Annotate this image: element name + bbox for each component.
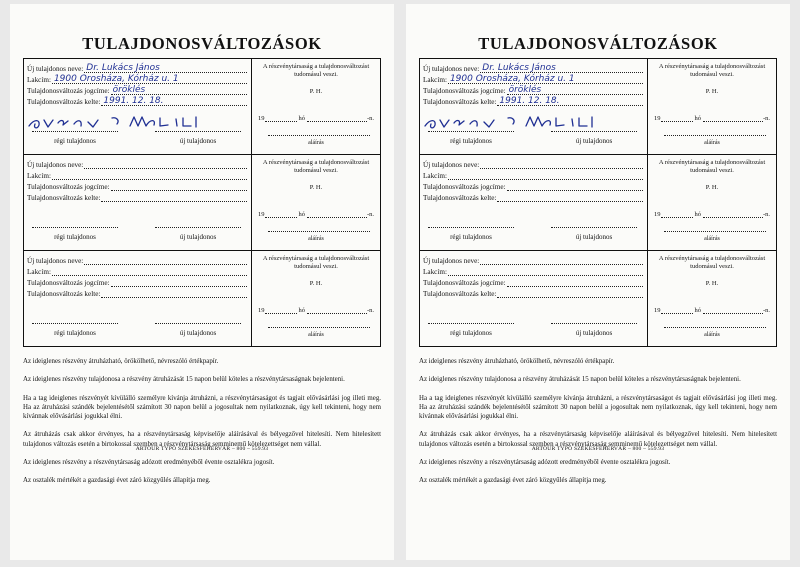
new-owner-label: új tulajdonos [179,233,217,241]
stamp-placeholder: P. H. [705,87,719,95]
company-acknowledgement-text: A részvénytársaság a tulajdonosváltozást tudomásul veszi. [262,63,370,79]
handwritten-date: 1991. 12. 18. [103,96,164,106]
date-of-change-row [423,95,647,106]
conditions-text [23,357,381,485]
month-word: hó [298,307,305,314]
owner-signature-lines [32,227,241,228]
day-suffix: -n. [762,307,770,314]
new-owner-label: új tulajdonos [575,233,613,241]
certificate-page-right [406,4,790,560]
year-prefix: 19 [258,211,265,218]
company-acknowledgement-text: A részvénytársaság a tulajdonosváltozást tudomásul veszi. [262,255,370,271]
residence-row [27,169,251,180]
previous-owner-signature-line[interactable] [428,323,514,324]
residence-row [423,169,647,180]
title-of-change-field[interactable] [111,87,247,95]
handwritten-residence: 1900 Orosháza, Kórház u. 1 [53,74,179,84]
new-owner-name-label: Új tulajdonos neve: [27,160,84,169]
title-of-change-label: Tulajdonosváltozás jogcíme: [27,278,110,287]
company-signature-line[interactable] [268,327,370,328]
day-suffix: -n. [762,211,770,218]
day-suffix: -n. [762,115,770,122]
date-of-change-row [423,191,647,202]
date-of-change-row [423,287,647,298]
ownership-change-table [419,58,777,347]
month-word: hó [298,115,305,122]
date-of-change-label: Tulajdonosváltozás kelte: [27,97,101,106]
residence-field[interactable] [448,76,643,84]
company-acknowledgement-text: A részvénytársaság a tulajdonosváltozást tudomásul veszi. [658,159,766,175]
company-approval-cell [648,59,776,154]
owner-signature-lines [32,131,241,132]
year-prefix: 19 [654,211,661,218]
title-of-change-field[interactable] [507,183,643,191]
company-signature-label: aláírás [308,332,324,338]
day-field[interactable] [703,212,763,218]
approval-date-row [258,307,374,314]
previous-owner-label: régi tulajdonos [54,329,96,337]
date-of-change-field[interactable] [101,290,247,298]
company-approval-cell [252,251,380,346]
ownership-change-block [24,251,380,346]
year-prefix: 19 [654,115,661,122]
condition-paragraph: Ha a tag ideiglenes részvényét kívülálló személyre kívánja átruházni, a részvénytársaságot és tagjait elővásárlási jog illeti meg. Ha az átruházási szándék bejelentésétől számított 30 napon belül a jogosultak nem nyilatkoznak, úgy kell tekinteni, hogy nem kívánnak elővásárlási jogukkal élni. [419,394,777,420]
condition-paragraph: Az átruházás csak akkor érvényes, ha a részvénytársaság képviselője aláírásával és bélyegzővel hitelesíti. Nem hitelesített tulajdonos változás esetén a birtokossal szemben a részvénytársaság semminemű kötelezettséget nem vállal. [419,431,777,448]
owner-signature-labels [32,329,241,337]
new-owner-signature-line[interactable] [551,323,637,324]
year-prefix: 19 [258,307,265,314]
owner-signature-labels [428,233,637,241]
certificate-page-left [10,4,394,560]
new-owner-name-label: Új tulajdonos neve: [423,160,480,169]
owner-signature-lines [32,323,241,324]
title-of-change-label: Tulajdonosváltozás jogcíme: [423,278,506,287]
residence-label: Lakcím: [27,75,51,84]
owner-signature-labels [32,233,241,241]
approval-date-row [654,115,770,122]
date-of-change-field[interactable] [497,194,643,202]
year-field[interactable] [661,308,693,314]
owner-details-cell [420,59,648,154]
handwritten-signature-icon [422,111,642,133]
new-owner-signature-line[interactable] [155,227,241,228]
residence-row [423,265,647,276]
stamp-placeholder: P. H. [309,279,323,287]
title-of-change-row [423,180,647,191]
date-of-change-field[interactable] [497,290,643,298]
ownership-change-table [23,58,381,347]
new-owner-name-field[interactable] [480,161,643,169]
company-acknowledgement-text: A részvénytársaság a tulajdonosváltozást tudomásul veszi. [658,255,766,271]
condition-paragraph: Az osztalék mértékét a gazdasági évet záró közgyűlés állapítja meg. [419,477,607,484]
new-owner-name-label: Új tulajdonos neve: [27,64,84,73]
owner-details-cell [420,155,648,250]
stamp-placeholder: P. H. [705,279,719,287]
day-suffix: -n. [366,115,374,122]
company-signature-label: aláírás [308,236,324,242]
month-word: hó [298,211,305,218]
residence-label: Lakcím: [423,171,447,180]
ownership-change-block [420,251,776,346]
handwritten-residence: 1900 Orosháza, Kórház u. 1 [449,74,575,84]
company-signature-line[interactable] [268,135,370,136]
owner-signature-labels [32,137,241,145]
residence-label: Lakcím: [27,267,51,276]
title-of-change-label: Tulajdonosváltozás jogcíme: [423,182,506,191]
new-owner-name-row [27,62,251,73]
new-owner-name-row [27,158,251,169]
residence-field[interactable] [52,76,247,84]
previous-owner-signature-line[interactable] [428,227,514,228]
previous-owner-label: régi tulajdonos [54,233,96,241]
day-field[interactable] [307,116,367,122]
owner-signature-labels [428,137,637,145]
ownership-change-block [420,155,776,251]
company-acknowledgement-text: A részvénytársaság a tulajdonosváltozást tudomásul veszi. [262,159,370,175]
page-title: TULAJDONOSVÁLTOZÁSOK [82,34,322,53]
approval-date-row [258,211,374,218]
previous-owner-signature-line[interactable] [32,227,118,228]
day-field[interactable] [307,308,367,314]
year-field[interactable] [661,212,693,218]
new-owner-name-row [423,62,647,73]
approval-date-row [654,307,770,314]
new-owner-name-row [423,158,647,169]
new-owner-name-row [423,254,647,265]
owner-signature-lines [428,227,637,228]
date-of-change-label: Tulajdonosváltozás kelte: [423,193,497,202]
date-of-change-field[interactable] [101,194,247,202]
company-signature-line[interactable] [664,327,766,328]
approval-date-row [258,115,374,122]
condition-paragraph: Az ideiglenes részvény a részvénytársaság adózott eredményéből évente osztalékra jogosít. [419,458,671,466]
conditions-text [419,357,777,485]
new-owner-name-label: Új tulajdonos neve: [423,64,480,73]
owner-details-cell [24,251,252,346]
year-field[interactable] [265,212,297,218]
handwritten-title: öröklés [112,85,146,95]
company-signature-line[interactable] [664,135,766,136]
day-suffix: -n. [366,211,374,218]
new-owner-name-field[interactable] [84,65,247,73]
condition-paragraph: Ha a tag ideiglenes részvényét kívülálló személyre kívánja átruházni, a részvénytársaságot és tagjait elővásárlási jog illeti meg. Ha az átruházási szándék bejelentésétől számított 30 napon belül a jogosultak nem nyilatkoznak, úgy kell tekinteni, hogy nem kívánnak elővásárlási jogukkal élni. [23,394,381,420]
company-approval-cell [252,59,380,154]
day-suffix: -n. [366,307,374,314]
handwritten-name: Dr. Lukács János [86,63,160,73]
company-acknowledgement-text: A részvénytársaság a tulajdonosváltozást tudomásul veszi. [658,63,766,79]
approval-date-row [654,211,770,218]
day-field[interactable] [307,212,367,218]
title-of-change-field[interactable] [507,279,643,287]
date-of-change-label: Tulajdonosváltozás kelte: [27,289,101,298]
day-field[interactable] [703,308,763,314]
ownership-change-block [24,155,380,251]
date-of-change-label: Tulajdonosváltozás kelte: [27,193,101,202]
residence-label: Lakcím: [27,171,51,180]
title-of-change-label: Tulajdonosváltozás jogcíme: [27,86,110,95]
date-of-change-field[interactable] [497,98,643,106]
day-field[interactable] [703,116,763,122]
year-field[interactable] [265,308,297,314]
new-owner-name-field[interactable] [84,161,247,169]
new-owner-signature-line[interactable] [551,131,637,132]
new-owner-signature-line[interactable] [155,323,241,324]
date-of-change-row [27,287,251,298]
condition-paragraph: Az ideiglenes részvény átruházható, örökölhető, névreszóló értékpapír. [419,358,615,365]
title-of-change-field[interactable] [111,183,247,191]
handwritten-date: 1991. 12. 18. [499,96,560,106]
year-field[interactable] [661,116,693,122]
new-owner-name-field[interactable] [480,257,643,265]
date-of-change-label: Tulajdonosváltozás kelte: [423,289,497,298]
date-of-change-row [27,191,251,202]
title-of-change-row [423,84,647,95]
title-of-change-row [27,276,251,287]
year-prefix: 19 [258,115,265,122]
previous-owner-label: régi tulajdonos [450,329,492,337]
year-field[interactable] [265,116,297,122]
title-of-change-field[interactable] [111,279,247,287]
handwritten-name: Dr. Lukács János [482,63,556,73]
condition-paragraph: Az osztalék mértékét a gazdasági évet záró közgyűlés állapítja meg. [23,477,211,484]
owner-details-cell [420,251,648,346]
title-of-change-field[interactable] [507,87,643,95]
printer-imprint: ARTOUR TYPO SZÉKESFEHÉRVÁR – 800 – 559.93 [531,446,665,452]
new-owner-label: új tulajdonos [575,329,613,337]
date-of-change-field[interactable] [101,98,247,106]
condition-paragraph: Az ideiglenes részvény a részvénytársaság adózott eredményéből évente osztalékra jogosít. [23,458,275,466]
owner-signature-lines [428,323,637,324]
company-signature-line[interactable] [664,231,766,232]
company-approval-cell [648,251,776,346]
new-owner-label: új tulajdonos [179,329,217,337]
new-owner-name-label: Új tulajdonos neve: [423,256,480,265]
stamp-placeholder: P. H. [309,87,323,95]
company-signature-label: aláírás [704,236,720,242]
residence-row [423,73,647,84]
owner-signature-labels [428,329,637,337]
residence-row [27,265,251,276]
stamp-placeholder: P. H. [309,183,323,191]
month-word: hó [694,211,701,218]
month-word: hó [694,307,701,314]
condition-paragraph: Az ideiglenes részvény átruházható, örökölhető, névreszóló értékpapír. [23,358,219,365]
previous-owner-signature-line[interactable] [428,131,514,132]
new-owner-label: új tulajdonos [179,137,217,145]
date-of-change-label: Tulajdonosváltozás kelte: [423,97,497,106]
company-signature-label: aláírás [308,140,324,146]
company-approval-cell [252,155,380,250]
company-signature-label: aláírás [704,140,720,146]
page-title: TULAJDONOSVÁLTOZÁSOK [478,34,718,53]
condition-paragraph: Az ideiglenes részvény tulajdonosa a részvény átruházását 15 napon belül köteles a részvénytársaságnak bejelenteni. [419,376,741,384]
previous-owner-label: régi tulajdonos [450,137,492,145]
new-owner-name-row [27,254,251,265]
year-prefix: 19 [654,307,661,314]
residence-field[interactable] [448,172,643,180]
new-owner-name-label: Új tulajdonos neve: [27,256,84,265]
condition-paragraph: Az ideiglenes részvény tulajdonosa a részvény átruházását 15 napon belül köteles a részvénytársaságnak bejelenteni. [23,376,345,384]
new-owner-label: új tulajdonos [575,137,613,145]
month-word: hó [694,115,701,122]
title-of-change-label: Tulajdonosváltozás jogcíme: [423,86,506,95]
title-of-change-row [27,84,251,95]
company-signature-line[interactable] [268,231,370,232]
previous-owner-label: régi tulajdonos [54,137,96,145]
title-of-change-label: Tulajdonosváltozás jogcíme: [27,182,110,191]
new-owner-signature-line[interactable] [551,227,637,228]
new-owner-name-field[interactable] [84,257,247,265]
residence-field[interactable] [52,172,247,180]
handwritten-title: öröklés [508,85,542,95]
previous-owner-signature-line[interactable] [32,131,118,132]
printer-imprint: ARTOUR TYPO SZÉKESFEHÉRVÁR – 800 – 559.93 [135,446,269,452]
company-signature-label: aláírás [704,332,720,338]
date-of-change-row [27,95,251,106]
ownership-change-block [420,59,776,155]
title-of-change-row [423,276,647,287]
stamp-placeholder: P. H. [705,183,719,191]
residence-label: Lakcím: [423,75,447,84]
ownership-change-block [24,59,380,155]
residence-field[interactable] [448,268,643,276]
owner-details-cell [24,155,252,250]
residence-field[interactable] [52,268,247,276]
residence-row [27,73,251,84]
handwritten-signature-icon [26,111,246,133]
condition-paragraph: Az átruházás csak akkor érvényes, ha a részvénytársaság képviselője aláírásával és bélyegzővel hitelesíti. Nem hitelesített tulajdonos változás esetén a birtokossal szemben a részvénytársaság semminemű kötelezettséget nem vállal. [23,431,381,448]
title-of-change-row [27,180,251,191]
new-owner-name-field[interactable] [480,65,643,73]
previous-owner-signature-line[interactable] [32,323,118,324]
new-owner-signature-line[interactable] [155,131,241,132]
residence-label: Lakcím: [423,267,447,276]
owner-signature-lines [428,131,637,132]
company-approval-cell [648,155,776,250]
previous-owner-label: régi tulajdonos [450,233,492,241]
owner-details-cell [24,59,252,154]
